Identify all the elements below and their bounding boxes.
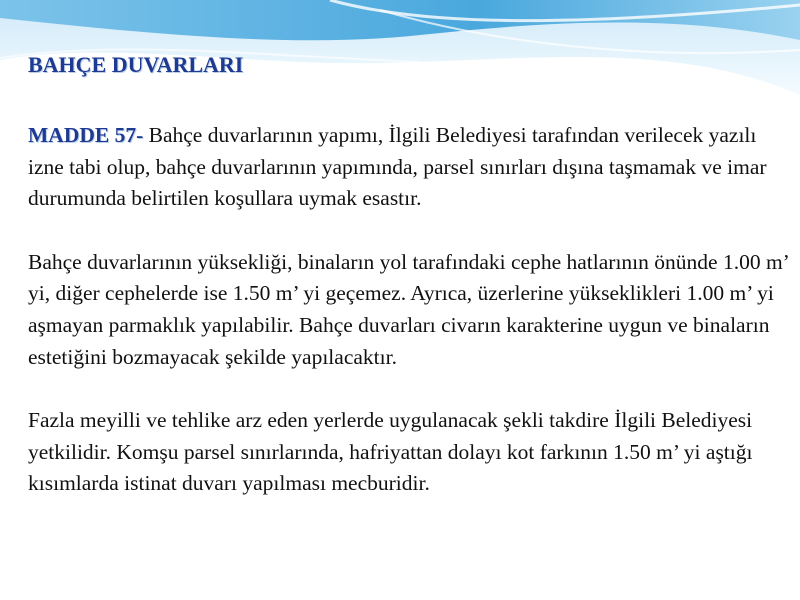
article-label: MADDE 57- bbox=[28, 123, 144, 147]
slide-content bbox=[28, 50, 790, 532]
paragraph-article-57 bbox=[28, 120, 790, 215]
paragraph-1-text: Bahçe duvarlarının yapımı, İlgili Belediyesi tarafından verilecek yazılı izne tabi olup, bahçe duvarlarının yapımında, parsel sınırları dışına taşmamak ve imar durumunda belirtilen koşullara uymak esastır. bbox=[28, 123, 767, 211]
paragraph-3: Fazla meyilli ve tehlike arz eden yerlerde uygulanacak şekli takdire İlgili Belediyesi yetkilidir. Komşu parsel sınırlarında, hafriyattan dolayı kot farkının 1.50 m’ yi aştığı kısımlarda istinat duvarı yapılması mecburidir. bbox=[28, 408, 753, 496]
paragraph-2: Bahçe duvarlarının yüksekliği, binaların yol tarafındaki cephe hatlarının önünde 1.00 m’ yi, diğer cephelerde ise 1.50 m’ yi geçemez. Ayrıca, üzerlerine yükseklikleri 1.00 m’ yi aşmayan parmaklık yapılabilir. Bahçe duvarları civarın karakterine uygun ve binaların estetiğini bozmayacak şekilde yapılacaktır. bbox=[28, 249, 789, 369]
slide-title: BAHÇE DUVARLARI bbox=[28, 52, 244, 77]
